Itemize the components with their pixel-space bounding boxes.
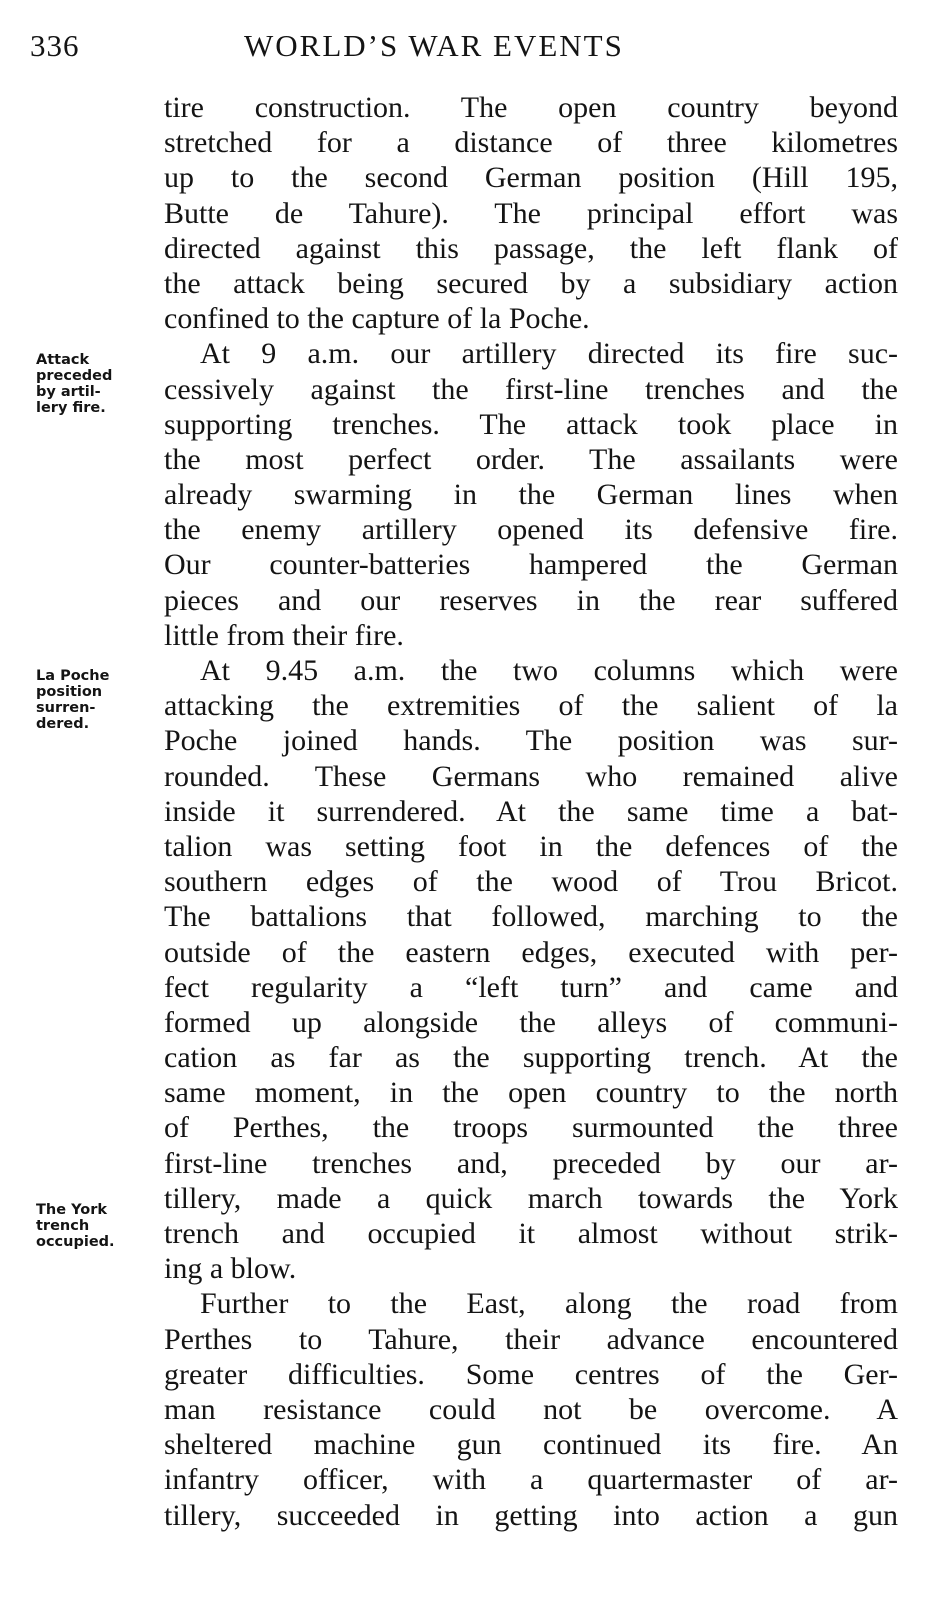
- text-line: same moment, in the open country to the north: [164, 1076, 898, 1110]
- text-line: Poche joined hands. The position was sur-: [164, 724, 898, 758]
- text-line: southern edges of the wood of Trou Bricot.: [164, 865, 898, 899]
- text-line: tillery, succeeded in getting into action a gun: [164, 1498, 898, 1532]
- text-line: confined to the capture of la Poche.: [164, 302, 590, 336]
- text-line: ing a blow.: [164, 1252, 297, 1286]
- text-line: The battalions that followed, marching to the: [164, 900, 898, 934]
- text-line: the most perfect order. The assailants were: [164, 442, 898, 476]
- margin-note-line: lery fire.: [36, 400, 106, 416]
- text-line: fect regularity a “left turn” and came and: [164, 970, 898, 1004]
- running-head: [0, 28, 950, 68]
- text-line: Perthes to Tahure, their advance encountered: [164, 1322, 898, 1356]
- text-line: tillery, made a quick march towards the York: [164, 1181, 898, 1215]
- text-line: rounded. These Germans who remained alive: [164, 759, 898, 793]
- text-line: the attack being secured by a subsidiary action: [164, 266, 898, 300]
- text-line: cation as far as the supporting trench. At the: [164, 1041, 898, 1075]
- text-line: At 9.45 a.m. the two columns which were: [200, 654, 898, 687]
- page-number: 336: [30, 28, 80, 63]
- text-line: pieces and our reserves in the rear suffered: [164, 583, 898, 617]
- margin-note-line: The York: [36, 1202, 108, 1218]
- text-line: up to the second German position (Hill 195,: [164, 161, 898, 195]
- text-line: of Perthes, the troops surmounted the three: [164, 1111, 898, 1145]
- text-line: cessively against the first-line trenches and the: [164, 372, 898, 406]
- text-line: tire construction. The open country beyond: [164, 91, 898, 124]
- margin-note-attack: [36, 352, 154, 416]
- text-line: At 9 a.m. our artillery directed its fire suc-: [200, 337, 898, 371]
- text-line: sheltered machine gun continued its fire. An: [164, 1428, 898, 1462]
- text-line: infantry officer, with a quartermaster of ar-: [164, 1463, 898, 1497]
- text-line: Butte de Tahure). The principal effort was: [164, 196, 898, 230]
- text-line: stretched for a distance of three kilometres: [164, 126, 898, 160]
- running-title: WORLD’S WAR EVENTS: [244, 28, 624, 63]
- margin-note-line: surren-: [36, 700, 96, 716]
- margin-note-line: dered.: [36, 716, 90, 732]
- text-line: greater difficulties. Some centres of the Ger-: [164, 1357, 898, 1391]
- text-line: formed up alongside the alleys of communi-: [164, 1005, 898, 1039]
- text-line: already swarming in the German lines when: [164, 478, 898, 512]
- margin-note-york-trench: [36, 1202, 154, 1250]
- text-line: first-line trenches and, preceded by our ar-: [164, 1146, 898, 1180]
- margin-note-line: occupied.: [36, 1234, 115, 1250]
- text-line: man resistance could not be overcome. A: [164, 1392, 898, 1426]
- text-line: outside of the eastern edges, executed with per-: [164, 935, 898, 969]
- text-line: little from their fire.: [164, 618, 404, 652]
- margin-note-la-poche: [36, 668, 154, 732]
- text-line: trench and occupied it almost without strik-: [164, 1217, 898, 1250]
- text-line: inside it surrendered. At the same time a bat-: [164, 794, 898, 828]
- text-line: attacking the extremities of the salient of la: [164, 689, 898, 723]
- text-line: Further to the East, along the road from: [200, 1287, 898, 1321]
- text-line: supporting trenches. The attack took place in: [164, 407, 898, 441]
- margin-note-line: trench: [36, 1218, 90, 1234]
- margin-note-line: Attack: [36, 352, 90, 368]
- text-line: Our counter-batteries hampered the German: [164, 548, 898, 582]
- margin-note-line: La Poche: [36, 668, 110, 684]
- margin-note-line: preceded: [36, 368, 113, 384]
- text-line: directed against this passage, the left flank of: [164, 231, 898, 265]
- body-text: [164, 90, 898, 1533]
- margin-note-line: position: [36, 684, 103, 700]
- text-line: the enemy artillery opened its defensive fire.: [164, 513, 898, 547]
- margin-note-line: by artil-: [36, 384, 101, 400]
- text-line: talion was setting foot in the defences of the: [164, 829, 898, 863]
